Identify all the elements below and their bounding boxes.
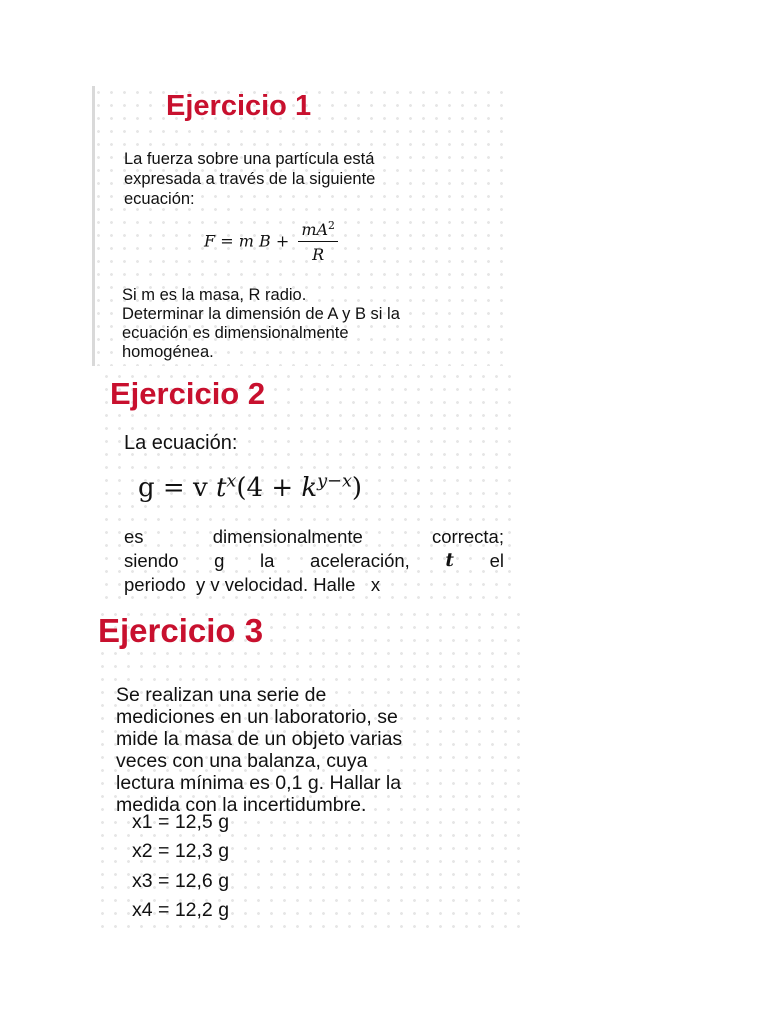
exercise-3-body-line-5: lectura mínima es 0,1 g. Hallar la <box>116 772 402 794</box>
exercise-2-intro: La ecuación: <box>124 432 238 454</box>
exercise-1-equation <box>204 220 338 264</box>
panel-left-border <box>92 86 95 366</box>
equation-F: F <box>204 231 216 251</box>
exercise-3-body-line-4: veces con una balanza, cuya <box>116 750 368 772</box>
exercise-1-body-line-4: homogénea. <box>122 343 214 361</box>
equation-fraction <box>298 220 338 264</box>
equation-k: $k^{y-x}$ <box>301 471 352 503</box>
equation-g: g <box>138 473 155 503</box>
exercise-3-title: Ejercicio 3 <box>98 612 264 649</box>
equation-equals: = <box>220 231 234 251</box>
equation-equals: = <box>162 473 185 503</box>
measurement-x2: x2 = 12,3 g <box>132 840 230 862</box>
equation-open-paren: (4 + <box>236 473 294 503</box>
equation-close-paren: ) <box>351 473 363 503</box>
exercise-2-body-line-2: siendo g la aceleración, t el <box>124 550 504 571</box>
exercise-2-body-line-1: es dimensionalmente correcta; <box>124 526 504 547</box>
exercise-3-body-line-1: Se realizan una serie de <box>116 684 327 706</box>
exercise-1-body-line-3: ecuación es dimensionalmente <box>122 324 349 342</box>
exercise-1-body-line-1: Si m es la masa, R radio. <box>122 286 307 304</box>
measurement-x3: x3 = 12,6 g <box>132 870 230 892</box>
exercise-2-body-line-3: periodo y v velocidad. Halle x <box>124 574 381 595</box>
exercise-3-body-line-2: mediciones en un laboratorio, se <box>116 706 398 728</box>
exercise-3-body-line-3: mide la masa de un objeto varias <box>116 728 403 750</box>
exercise-2-equation <box>138 473 362 503</box>
exercise-1-intro-line-1: La fuerza sobre una partícula está <box>124 150 375 168</box>
fraction-denominator: R <box>312 245 325 264</box>
exercise-1-panel <box>92 86 508 366</box>
exercise-1-body-line-2: Determinar la dimensión de A y B si la <box>122 305 400 323</box>
equation-v: v <box>192 473 208 503</box>
equation-plus: + <box>275 231 290 251</box>
exercise-2-title: Ejercicio 2 <box>110 376 266 411</box>
exercise-3-body-line-6: medida con la incertidumbre. <box>116 794 367 816</box>
exercise-1-intro-line-3: ecuación: <box>124 190 195 208</box>
exercise-3-panel <box>96 608 520 928</box>
measurement-x1: x1 = 12,5 g <box>132 811 230 833</box>
exercise-1-intro-line-2: expresada a través de la siguiente <box>124 170 376 188</box>
equation-mB: m B <box>238 231 271 251</box>
fraction-numerator: $mA^2$ <box>298 220 338 242</box>
equation-t: $t^x$ <box>215 471 237 503</box>
measurement-x4: x4 = 12,2 g <box>132 899 230 921</box>
exercise-1-title: Ejercicio 1 <box>166 90 312 122</box>
exercise-2-panel <box>100 370 520 605</box>
